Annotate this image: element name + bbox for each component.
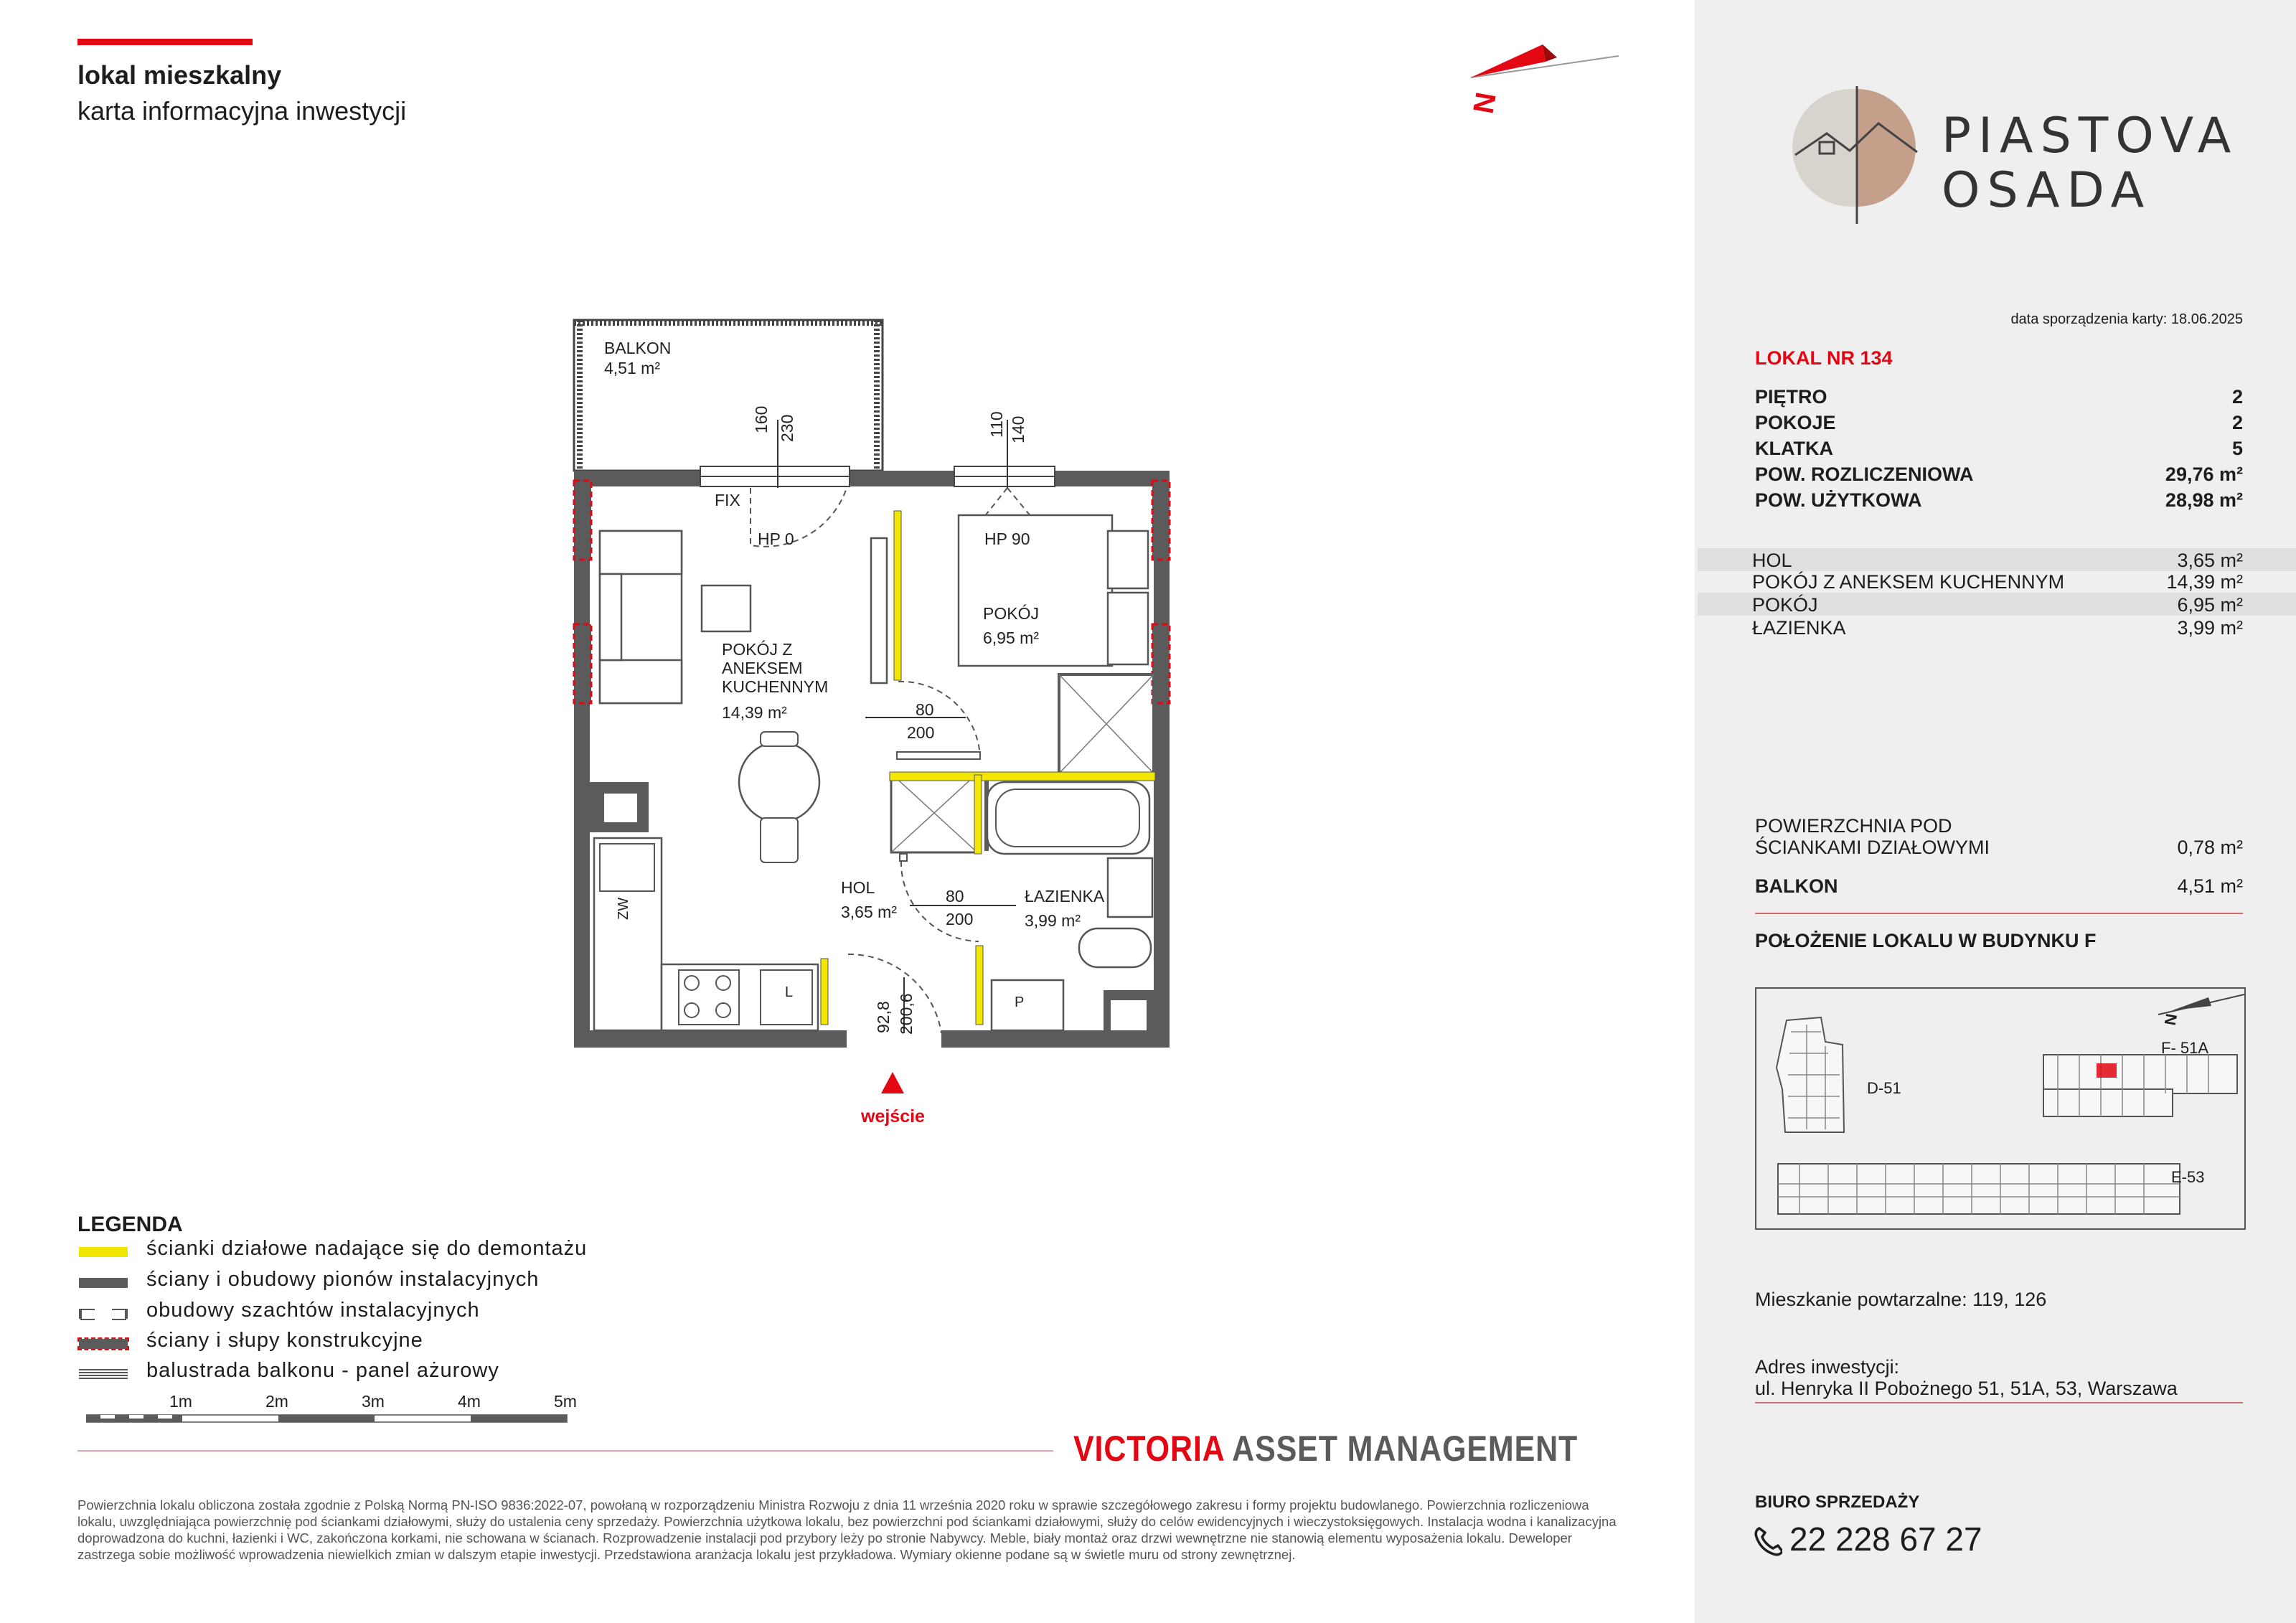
bath-name: ŁAZIENKA (1025, 887, 1105, 905)
living-area: 14,39 m² (722, 703, 787, 722)
page-title: lokal mieszkalny (77, 60, 282, 90)
legend-swatch-shafts (79, 1309, 128, 1319)
scale-4m: 4m (458, 1392, 481, 1411)
door1-width: 80 (916, 700, 934, 719)
info-value: 5 (2231, 438, 2243, 459)
scale-1m: 1m (169, 1392, 192, 1411)
info-label: PIĘTRO (1755, 386, 1827, 408)
site-map (1755, 987, 2246, 1230)
scale-bar (86, 1413, 588, 1428)
info-label: KLATKA (1755, 438, 1833, 459)
info-value: 2 (2231, 386, 2243, 408)
legend-item: obudowy szachtów instalacyjnych (146, 1299, 480, 1322)
info-usable-area (1755, 489, 2243, 512)
legend-item: balustrada balkonu - panel ażurowy (146, 1359, 499, 1382)
info-floor (1755, 386, 2243, 408)
brand-line2: OSADA (1942, 162, 2152, 219)
living-label-1: POKÓJ Z (722, 640, 793, 659)
balcony-name: BALKON (604, 339, 672, 357)
office-label: BIURO SPRZEDAŻY (1755, 1492, 1920, 1512)
card-date: data sporządzenia karty: 18.06.2025 (2010, 311, 2243, 327)
company-name (1073, 1428, 1578, 1469)
scale-5m: 5m (554, 1392, 577, 1411)
partition-row (1755, 837, 2243, 859)
address-label: Adres inwestycji: (1755, 1356, 1900, 1378)
legend-swatch-structural (79, 1339, 128, 1349)
info-label: POKOJE (1755, 412, 1836, 433)
living-label-3: KUCHENNYM (722, 677, 829, 696)
info-value: 29,76 m² (2165, 464, 2243, 485)
legend-swatch-walls (79, 1278, 128, 1288)
brand-line1: PIASTOVA (1942, 108, 2239, 164)
divider (1755, 1402, 2243, 1403)
balcony-value: 4,51 m² (2177, 875, 2243, 897)
info-staircase (1755, 438, 2243, 460)
legend-item: ściany i słupy konstrukcyjne (146, 1329, 423, 1352)
partition-label-2: ŚCIANKAMI DZIAŁOWYMI (1755, 837, 1990, 858)
room-name: POKÓJ (983, 604, 1039, 623)
info-value: 28,98 m² (2165, 489, 2243, 511)
info-label: POW. UŻYTKOWA (1755, 489, 1922, 511)
balcony-row (1755, 875, 2243, 898)
room-value: 14,39 m² (2166, 571, 2243, 593)
scale-3m: 3m (362, 1392, 385, 1411)
address: ul. Henryka II Pobożnego 51, 51A, 53, Warszawa (1755, 1378, 2178, 1399)
info-label: POW. ROZLICZENIOWA (1755, 464, 1974, 485)
room-row (1752, 617, 2243, 639)
location-title: POŁOŻENIE LOKALU W BUDYNKU F (1755, 930, 2097, 951)
partition-label-1: POWIERZCHNIA POD (1755, 815, 1952, 837)
room-row (1752, 594, 2243, 616)
site-label-d51: D-51 (1867, 1079, 1901, 1097)
repeat-units: Mieszkanie powtarzalne: 119, 126 (1755, 1289, 2047, 1310)
north-arrow-icon (1449, 36, 1629, 122)
balcony-area: 4,51 m² (604, 359, 660, 377)
page-subtitle: karta informacyjna inwestycji (77, 96, 407, 126)
entry-height: 200,6 (897, 993, 916, 1035)
p-label: P (1015, 994, 1025, 1010)
site-label-e53: E-53 (2171, 1168, 2205, 1186)
header-accent-bar (77, 39, 253, 45)
phone-icon (1754, 1525, 1782, 1557)
door2-height: 200 (946, 910, 974, 928)
hp0-label: HP 0 (758, 530, 794, 548)
info-rooms (1755, 412, 2243, 434)
window1-height: 230 (778, 414, 796, 442)
fix-label: FIX (715, 491, 740, 509)
site-label-f51a: F- 51A (2161, 1039, 2209, 1057)
fridge-label: L (785, 984, 794, 1000)
divider (1755, 913, 2243, 914)
room-label: POKÓJ Z ANEKSEM KUCHENNYM (1752, 571, 2065, 593)
living-label-2: ANEKSEM (722, 659, 803, 677)
brand-logo-icon (1789, 83, 1923, 224)
room-label: ŁAZIENKA (1752, 617, 1846, 639)
room-value: 6,95 m² (2177, 594, 2243, 616)
legend-swatch-balustrade (79, 1369, 128, 1379)
hall-name: HOL (841, 878, 875, 897)
unit-title: LOKAL NR 134 (1755, 347, 1893, 369)
hp90-label: HP 90 (984, 530, 1030, 548)
legend-item: ściany i obudowy pionów instalacyjnych (146, 1268, 540, 1291)
bath-area: 3,99 m² (1025, 911, 1081, 930)
phone-number[interactable]: 22 228 67 27 (1789, 1520, 1982, 1558)
balcony-label: BALKON (1755, 875, 1838, 897)
zw-label: ZW (616, 897, 631, 920)
window2-width: 110 (987, 411, 1006, 438)
entry-label: wejście (861, 1106, 925, 1126)
company-name-part1: VICTORIA (1073, 1429, 1224, 1469)
room-value: 3,99 m² (2177, 617, 2243, 639)
entry-width: 92,8 (874, 1001, 893, 1033)
divider (77, 1450, 1053, 1452)
window1-width: 160 (752, 405, 771, 433)
door1-height: 200 (907, 723, 935, 742)
partition-value: 0,78 m² (2177, 837, 2243, 858)
room-label: POKÓJ (1752, 594, 1818, 616)
scale-2m: 2m (265, 1392, 288, 1411)
room-value: 3,65 m² (2177, 550, 2243, 571)
legend-swatch-demolish (79, 1247, 128, 1257)
window2-height: 140 (1009, 415, 1027, 443)
hall-area: 3,65 m² (841, 903, 897, 921)
company-name-part2: ASSET MANAGEMENT (1232, 1429, 1578, 1469)
room-row (1752, 571, 2243, 593)
room-row (1752, 550, 2243, 572)
info-billing-area (1755, 464, 2243, 486)
room-label: HOL (1752, 550, 1792, 571)
room-area: 6,95 m² (983, 629, 1039, 647)
door2-width: 80 (946, 887, 964, 905)
footnote: Powierzchnia lokalu obliczona została zgodnie z Polską Normą PN-ISO 9836:2022-07, powołaną w rozporządzeniu Ministra Rozwoju z dnia 11 września 2020 roku w sprawie szczegółowego zakresu i formy projektu budowlanego. Powierzchnia rozliczeniowa lokalu, uwzględniająca powierzchnię pod ściankami działowymi, służy do ustalenia ceny sprzedaży. Powierzchnia użytkowa lokalu, bez powierzchni pod ściankami działowymi, służy do celów ewidencyjnych i wieczystoksięgowych. Instalacja wodna i kanalizacyjna doprowadzona do kuchni, łazienki i WC, zakończona korkami, nie schowana w ścianach. Rozprowadzenie instalacji pod przybory leży po stronie Nabywcy. Meble, biały montaż oraz drzwi wewnętrzne nie stanowią elementu wyposażenia lokalu. Deweloper zastrzega sobie możliwość wprowadzenia niewielkich zmian w dalszym etapie inwestycji. Przedstawiona aranżacja lokalu jest przykładowa. Wymiary okienne podane są w świetle muru od strony zewnętrznej. (77, 1497, 1617, 1562)
info-value: 2 (2231, 412, 2243, 433)
north-label: N (1467, 90, 1502, 116)
site-north-label: N (2160, 1012, 2181, 1027)
legend-title: LEGENDA (77, 1213, 183, 1236)
legend-item: ścianki działowe nadające się do demontażu (146, 1237, 588, 1260)
